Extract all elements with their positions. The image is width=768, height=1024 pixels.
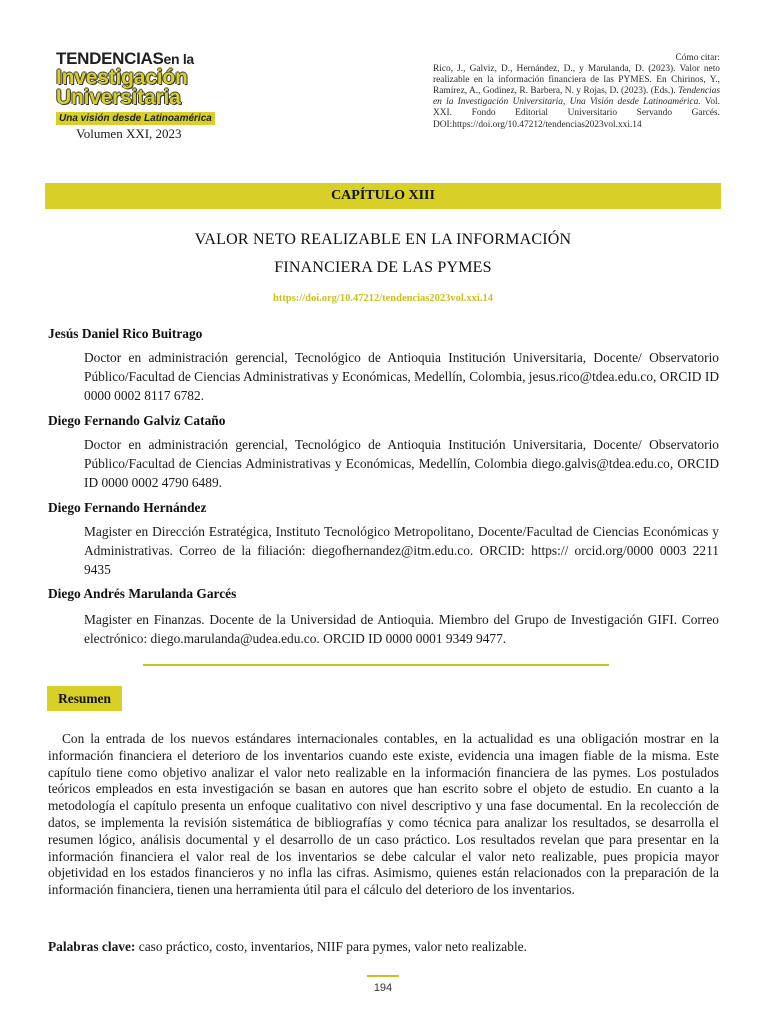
keywords [48,938,719,955]
citation-heading: Cómo citar: [675,53,720,63]
section-divider [143,664,609,666]
logo-line-2: Investigación [56,66,188,89]
keywords-label: Palabras clave: [48,939,136,954]
chapter-title-line-1: VALOR NETO REALIZABLE EN LA INFORMACIÓN [194,231,572,248]
volume-label: Volumen XXI, 2023 [76,126,182,141]
abstract-text: Con la entrada de los nuevos estándares internacionales contables, en la actualidad es una obligación mostrar en la información financiera el deterioro de los inventarios cuando este existe, evidencia una imagen fiable de la misma. Este capítulo tiene como objetivo analizar el valor neto realizable en la información financiera de las pymes. Los postulados teóricos empleados en esta investigación se basan en autores que han escrito sobre el objeto de estudio. En cuanto a la metodología el capítulo presenta un enfoque cualitativo con nivel descriptivo y una fase documental. En la recolección de datos, se implementa la revisión sistemática de bibliografías y como técnica para analizar los resultados, se desarrolla el resumen lógico, análisis documental y el desarrollo de un caso práctico. Los resultados revelan que para presentar en la información financiera el valor real de los inventarios se debe calcular el valor neto realizable, pues propicia mayor objetividad en los estados financieros y no infla las cifras. Asimismo, quienes están relacionados con la preparación de la información financiera, tienen una herramienta útil para el cálculo del deterioro de los inventarios. [48,731,719,898]
page-number: 194 [373,982,393,994]
chapter-title-line-2: FINANCIERA DE LAS PYMES [274,259,492,276]
keywords-list: caso práctico, costo, inventarios, NIIF para pymes, valor neto realizable. [138,939,527,954]
doi-link[interactable]: https://doi.org/10.47212/tendencias2023vol.xxi.14 [273,293,493,304]
author-name: Diego Fernando Hernández [48,500,207,515]
citation-body: Rico, J., Galviz, D., Hernández, D., y Marulanda, D. (2023). Valor neto realizable en la información financiera de las PYMES. En Chirinos, Y., Ramírez, A., Godínez, R. Barbera, N. y Rojas, D. (2023). (Eds.). Tendencias en la Investigación Universitaria, Una Visión desde Latinoamérica. Vol. XXI. Fondo Editorial Universitario Servando Garcés. DOI:https://doi.org/10.47212/tendencias2023vol.xxi.14 [433,64,720,130]
chapter-label: CAPÍTULO XIII [45,183,721,209]
logo-line-1: TENDENCIASen la [56,49,194,68]
author-affiliation: Magister en Finanzas. Docente de la Universidad de Antioquia. Miembro del Grupo de Investigación GIFI. Correo electrónico: diego.marulanda@udea.edu.co. ORCID ID 0000 0001 9349 9477. [84,612,719,646]
author-affiliation: Magister en Dirección Estratégica, Instituto Tecnológico Metropolitano, Docente/Facultad de Ciencias Económicas y Administrativas. Correo de la filiación: diegofhernandez@itm.edu.co. ORCID: https:// orcid.org/0000 0003 2211 9435 [84,524,719,577]
chapter-title [45,226,721,282]
logo-line-3: Universitaria [56,86,181,109]
author-name: Diego Fernando Galviz Cataño [48,413,226,428]
author-name: Diego Andrés Marulanda Garcés [48,586,237,601]
logo-tagline: Una visión desde Latinoamérica [56,112,215,125]
citation-block [433,53,720,131]
author-affiliation: Doctor en administración gerencial, Tecnológico de Antioquia Institución Universitaria, Docente/ Observatorio Público/Facultad de Ciencias Administrativas y Económicas, Medellín, Colombia diego.galvis@tdea.edu.co, ORCID ID 0000 0002 4790 6489. [84,437,719,490]
author-affiliation: Doctor en administración gerencial, Tecnológico de Antioquia Institución Universitaria, Docente/ Observatorio Público/Facultad de Ciencias Administrativas y Económicas, Medellín, Colombia, jesus.rico@tdea.edu.co, ORCID ID 0000 0002 8117 6782. [84,350,719,403]
page-number-rule [367,975,399,977]
abstract-heading: Resumen [47,686,122,711]
author-name: Jesús Daniel Rico Buitrago [48,326,203,341]
journal-logo [56,50,212,126]
